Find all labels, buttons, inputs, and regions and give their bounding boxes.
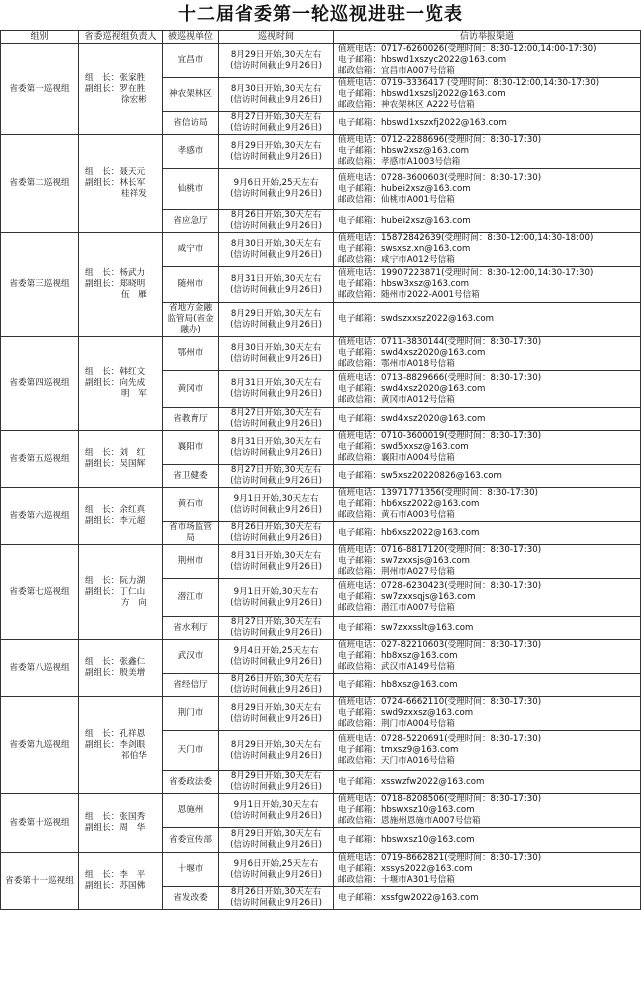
contact-channels: [334, 640, 641, 674]
leader-line: 组 长：张鑫仁: [85, 657, 146, 667]
contact-channels: [334, 135, 641, 169]
time-line: (信访时间截止9月26日): [230, 447, 322, 458]
contact-line: 电子邮箱：hb8xsz@163.com: [338, 679, 458, 690]
group-leaders: [79, 697, 163, 794]
group-name: 省委第八巡视组: [1, 640, 79, 697]
contact-line: 值班电话：15872842639(受理时间：8:30-12:00,14:30-18:00): [338, 233, 594, 243]
table-row: [1, 640, 641, 674]
header-time: 巡视时间: [219, 31, 334, 44]
contact-line: 邮政信箱：鄂州市A018号信箱: [338, 359, 455, 369]
contact-line: 电子邮箱：hubei2xsz@163.com: [338, 215, 471, 226]
unit-name: 省信访局: [163, 112, 219, 135]
contact-channels: [334, 303, 641, 337]
contact-line: 邮政信箱：黄冈市A012号信箱: [338, 394, 455, 405]
table-header-row: [1, 31, 641, 44]
time-line: 8月29日开始,30天左右: [230, 771, 322, 781]
contact-line: 电子邮箱：sw7zxxsqjs@163.com: [338, 592, 476, 602]
unit-name: 荆州市: [163, 545, 219, 579]
table-row: [1, 794, 641, 828]
unit-name: 恩施州: [163, 794, 219, 828]
inspection-time: [219, 731, 334, 771]
group-leaders: [79, 431, 163, 488]
group-name: 省委第七巡视组: [1, 545, 79, 640]
inspection-time: [219, 617, 334, 640]
table-row: [1, 135, 641, 169]
table-row: [1, 44, 641, 78]
header-group: 组别: [1, 31, 79, 44]
inspection-time: [219, 303, 334, 337]
group-leaders: [79, 853, 163, 910]
leader-line: 组 长：孔祥恩: [85, 728, 146, 739]
time-line: 9月6日开始,25天左右: [233, 178, 319, 188]
contact-line: 邮政信箱：黄石市A003号信箱: [338, 510, 455, 520]
contact-channels: [334, 337, 641, 371]
unit-name: 省水利厅: [163, 617, 219, 640]
time-line: 9月1日开始,30天左右: [233, 493, 319, 504]
contact-line: 邮政信箱：恩施州恩施市A007号信箱: [338, 816, 481, 826]
group-leaders: [79, 545, 163, 640]
inspection-time: [219, 640, 334, 674]
header-contact: 信访举报渠道: [334, 31, 641, 44]
group-leaders: [79, 488, 163, 545]
leader-line: 副组长：李剑眼: [85, 739, 146, 750]
contact-channels: [334, 545, 641, 579]
contact-line: 电子邮箱：hb6xsz2022@163.com: [338, 499, 480, 509]
time-line: 9月4日开始,25天左右: [233, 645, 319, 656]
time-line: (信访时间截止9月26日): [230, 656, 322, 667]
time-line: (信访时间截止9月26日): [230, 810, 322, 821]
contact-line: 邮政信箱：宜昌市A007号信箱: [338, 66, 455, 76]
time-line: 8月29日开始,30天左右: [230, 140, 322, 151]
contact-line: 电子邮箱：swd4xsz2020@163.com: [338, 383, 486, 394]
unit-name: 省教育厅: [163, 408, 219, 431]
inspection-time: [219, 465, 334, 488]
leader-line: 副组长：李元超: [85, 516, 146, 526]
time-line: (信访时间截止9月26日): [230, 389, 322, 399]
contact-channels: [334, 431, 641, 465]
contact-line: 电子邮箱：swsxsz.xn@163.com: [338, 244, 471, 254]
contact-channels: [334, 617, 641, 640]
table-row: [1, 431, 641, 465]
unit-name: 随州市: [163, 267, 219, 303]
time-line: 8月29日开始,30天左右: [230, 49, 322, 60]
inspection-table: [0, 30, 641, 910]
time-line: 8月27日开始,30天左右: [230, 112, 322, 122]
leader-line: 副组长：苏国佛: [85, 881, 146, 891]
leader-line: 明 军: [121, 389, 147, 399]
contact-line: 值班电话：027-82210603(受理时间：8:30-17:30): [338, 640, 542, 650]
time-line: 8月29日开始,30天左右: [230, 829, 322, 839]
inspection-time: [219, 771, 334, 794]
time-line: (信访时间截止9月26日): [230, 750, 322, 761]
contact-line: 电子邮箱：hbsw2xsz@163.com: [338, 146, 470, 156]
contact-channels: [334, 78, 641, 112]
group-name: 省委第九巡视组: [1, 697, 79, 794]
contact-line: 邮政信箱：襄阳市A004号信箱: [338, 453, 455, 463]
contact-line: 邮政信箱：武汉市A149号信箱: [338, 662, 455, 672]
group-name: 省委第二巡视组: [1, 135, 79, 233]
contact-line: 电子邮箱：sw5xsz20220826@163.com: [338, 470, 502, 481]
leader-line: 组 长：刘 红: [85, 448, 146, 458]
time-line: (信访时间截止9月26日): [230, 249, 322, 260]
group-name: 省委第十一巡视组: [1, 853, 79, 910]
time-line: 8月29日开始,30天左右: [230, 308, 322, 319]
contact-line: 值班电话：0724-6662110(受理时间：8:30-17:30): [338, 697, 542, 707]
leader-line: 方 向: [121, 597, 147, 608]
time-line: (信访时间截止9月26日): [230, 533, 322, 543]
inspection-time: [219, 488, 334, 522]
group-name: 省委第四巡视组: [1, 337, 79, 431]
time-line: 9月1日开始,30天左右: [233, 586, 319, 597]
time-line: 8月30日开始,30天左右: [230, 238, 322, 249]
time-line: (信访时间截止9月26日): [230, 419, 322, 429]
contact-line: 电子邮箱：hbswd1xszyc2022@163.com: [338, 55, 507, 65]
contact-line: 电子邮箱：sw7zxxsslt@163.com: [338, 622, 474, 633]
inspection-time: [219, 408, 334, 431]
contact-line: 电子邮箱：swd4xsz2020@163.com: [338, 348, 486, 358]
unit-name: 襄阳市: [163, 431, 219, 465]
contact-line: 电子邮箱：swdszxxsz2022@163.com: [338, 314, 495, 324]
contact-line: 值班电话：0719-8662821(受理时间：8:30-17:30): [338, 853, 542, 863]
contact-line: 电子邮箱：hbswd1xszxfj2022@163.com: [338, 117, 507, 128]
unit-name: 黄冈市: [163, 371, 219, 408]
group-leaders: [79, 794, 163, 853]
time-line: 8月27日开始,30天左右: [230, 408, 322, 418]
inspection-time: [219, 169, 334, 210]
contact-line: 邮政信箱：天门市A016号信箱: [338, 756, 455, 766]
contact-line: 邮政信箱：荆门市A004号信箱: [338, 719, 455, 729]
time-line: (信访时间截止9月26日): [230, 353, 322, 364]
time-line: (信访时间截止9月26日): [230, 319, 322, 330]
leader-line: 组 长：杨武力: [85, 268, 146, 278]
leader-line: 副组长：郑晓明: [85, 279, 146, 289]
contact-line: 邮政信箱：神农架林区 A222号信箱: [338, 100, 475, 110]
contact-line: 电子邮箱：tmxsz9@163.com: [338, 745, 459, 755]
contact-line: 值班电话：19907223871(受理时间：8:30-12:00,14:30-17:30): [338, 268, 594, 278]
inspection-time: [219, 579, 334, 617]
contact-line: 值班电话：0718-8208506(受理时间：8:30-17:30): [338, 794, 542, 804]
contact-line: 电子邮箱：hbswxsz10@163.com: [338, 834, 475, 845]
contact-channels: [334, 853, 641, 887]
leader-line: 副组长：向先成: [85, 378, 146, 388]
time-line: (信访时间截止9月26日): [230, 60, 322, 71]
time-line: (信访时间截止9月26日): [230, 476, 322, 486]
inspection-time: [219, 853, 334, 887]
table-row: [1, 697, 641, 731]
leader-line: 组 长：张家胜: [85, 72, 146, 83]
time-line: (信访时间截止9月26日): [230, 628, 322, 638]
time-line: 8月26日开始,30天左右: [230, 674, 322, 684]
contact-line: 邮政信箱：潜江市A007号信箱: [338, 603, 455, 613]
contact-line: 值班电话：0719-3336417 (受理时间：8:30-12:00,14:30-17:30): [338, 78, 600, 88]
unit-name: 省经信厅: [163, 674, 219, 697]
inspection-time: [219, 674, 334, 697]
contact-channels: [334, 233, 641, 267]
contact-line: 邮政信箱：咸宁市A012号信箱: [338, 255, 455, 265]
unit-name: 省市场监管局: [163, 522, 219, 545]
inspection-time: [219, 697, 334, 731]
leader-line: 组 长：余红真: [85, 505, 146, 515]
contact-line: 电子邮箱：hbsw3xsz@163.com: [338, 279, 470, 289]
contact-line: 值班电话：13971771356(受理时间：8:30-17:30): [338, 488, 538, 498]
contact-line: 电子邮箱：swd5xxsz@163.com: [338, 442, 469, 452]
leader-line: 桂祥发: [121, 189, 147, 199]
inspection-time: [219, 210, 334, 233]
inspection-time: [219, 522, 334, 545]
time-line: (信访时间截止9月26日): [230, 151, 322, 162]
time-line: 8月29日开始,30天左右: [230, 702, 322, 713]
time-line: (信访时间截止9月26日): [230, 94, 322, 105]
contact-line: 值班电话：0716-8817120(受理时间：8:30-17:30): [338, 545, 542, 555]
contact-line: 邮政信箱：仙桃市A001号信箱: [338, 194, 455, 205]
group-leaders: [79, 44, 163, 135]
contact-channels: [334, 488, 641, 522]
inspection-time: [219, 828, 334, 853]
table-row: [1, 233, 641, 267]
contact-line: 邮政信箱：十堰市A301号信箱: [338, 875, 455, 885]
time-line: 9月1日开始,30天左右: [233, 799, 319, 810]
time-line: 8月31日开始,30天左右: [230, 550, 322, 561]
inspection-time: [219, 337, 334, 371]
leader-line: 伍 雁: [121, 290, 147, 300]
contact-channels: [334, 169, 641, 210]
unit-name: 省发改委: [163, 887, 219, 910]
unit-name: 十堰市: [163, 853, 219, 887]
unit-name: 省委政法委: [163, 771, 219, 794]
time-line: 8月27日开始,30天左右: [230, 465, 322, 475]
table-row: [1, 337, 641, 371]
inspection-time: [219, 135, 334, 169]
inspection-time: [219, 78, 334, 112]
time-line: (信访时间截止9月26日): [230, 869, 322, 880]
contact-channels: [334, 828, 641, 853]
contact-channels: [334, 210, 641, 233]
contact-line: 邮政信箱：孝感市A1003号信箱: [338, 157, 461, 167]
time-line: 8月30日开始,30天左右: [230, 342, 322, 353]
unit-name: 黄石市: [163, 488, 219, 522]
header-unit: 被巡视单位: [163, 31, 219, 44]
table-row: [1, 853, 641, 887]
leader-line: 组 长：李 平: [85, 870, 146, 880]
contact-channels: [334, 408, 641, 431]
group-leaders: [79, 135, 163, 233]
time-line: 8月31日开始,30天左右: [230, 436, 322, 447]
time-line: 8月30日开始,30天左右: [230, 83, 322, 94]
time-line: (信访时间截止9月26日): [230, 713, 322, 724]
unit-name: 荆门市: [163, 697, 219, 731]
contact-line: 邮政信箱：随州市2022-A001号信箱: [338, 290, 480, 300]
leader-line: 组 长：韩红文: [85, 367, 146, 377]
contact-line: 电子邮箱：xssys2022@163.com: [338, 864, 473, 874]
time-line: (信访时间截止9月26日): [230, 782, 322, 792]
leader-line: 副组长：殷美增: [85, 668, 146, 678]
contact-channels: [334, 579, 641, 617]
contact-channels: [334, 44, 641, 78]
unit-name: 宜昌市: [163, 44, 219, 78]
contact-line: 值班电话：0711-3830144(受理时间：8:30-17:30): [338, 337, 542, 347]
page-title: 十二届省委第一轮巡视进驻一览表: [178, 4, 463, 25]
unit-name: 孝感市: [163, 135, 219, 169]
unit-name: 省应急厅: [163, 210, 219, 233]
contact-channels: [334, 522, 641, 545]
time-line: (信访时间截止9月26日): [230, 597, 322, 608]
inspection-time: [219, 112, 334, 135]
contact-line: 电子邮箱：hb6xsz2022@163.com: [338, 527, 480, 538]
inspection-time: [219, 431, 334, 465]
contact-line: 电子邮箱：xssfgw2022@163.com: [338, 892, 479, 903]
inspection-time: [219, 233, 334, 267]
contact-channels: [334, 674, 641, 697]
group-leaders: [79, 640, 163, 697]
inspection-time: [219, 794, 334, 828]
time-line: 8月29日开始,30天左右: [230, 739, 322, 750]
contact-channels: [334, 731, 641, 771]
unit-name: 鄂州市: [163, 337, 219, 371]
table-row: [1, 488, 641, 522]
contact-line: 值班电话：0728-3600603(受理时间：8:30-17:30): [338, 172, 542, 183]
contact-line: 电子邮箱：swd9zxxsz@163.com: [338, 708, 474, 718]
table-body: [1, 44, 641, 910]
contact-line: 电子邮箱：hubei2xsz@163.com: [338, 183, 471, 194]
leader-line: 副组长：周 华: [85, 823, 146, 833]
time-line: 9月6日开始,25天左右: [233, 858, 319, 869]
group-name: 省委第六巡视组: [1, 488, 79, 545]
contact-channels: [334, 771, 641, 794]
inspection-time: [219, 545, 334, 579]
inspection-time: [219, 44, 334, 78]
time-line: 8月31日开始,30天左右: [230, 273, 322, 284]
contact-line: 邮政信箱：荆州市A027号信箱: [338, 567, 455, 577]
leader-line: 副组长：林长军: [85, 178, 146, 188]
unit-name: 省委宣传部: [163, 828, 219, 853]
group-name: 省委第五巡视组: [1, 431, 79, 488]
contact-line: 值班电话：0728-5220691(受理时间：8:30-17:30): [338, 734, 542, 744]
group-name: 省委第三巡视组: [1, 233, 79, 337]
contact-channels: [334, 112, 641, 135]
unit-name: 天门市: [163, 731, 219, 771]
unit-name: 省地方金融监管局(省金融办): [163, 303, 219, 337]
unit-name: 省卫健委: [163, 465, 219, 488]
contact-line: 值班电话：0710-3600019(受理时间：8:30-17:30): [338, 431, 542, 441]
contact-channels: [334, 371, 641, 408]
time-line: (信访时间截止9月26日): [230, 189, 322, 199]
contact-line: 值班电话：0728-6230423(受理时间：8:30-17:30): [338, 581, 542, 591]
contact-channels: [334, 465, 641, 488]
leader-line: 祁伯华: [121, 750, 147, 761]
contact-channels: [334, 887, 641, 910]
leader-line: 徐宏彬: [121, 94, 147, 105]
unit-name: 潜江市: [163, 579, 219, 617]
contact-line: 电子邮箱：hbswd1xszslj2022@163.com: [338, 89, 506, 99]
time-line: 8月26日开始,30天左右: [230, 210, 322, 220]
contact-line: 值班电话：0713-8829666(受理时间：8:30-17:30): [338, 372, 542, 383]
leader-line: 副组长：丁仁山: [85, 586, 146, 597]
time-line: (信访时间截止9月26日): [230, 840, 322, 850]
contact-line: 值班电话：0717-6260026(受理时间：8:30-12:00,14:00-17:30): [338, 44, 597, 54]
unit-name: 咸宁市: [163, 233, 219, 267]
leader-line: 组 长：阮力湖: [85, 575, 146, 586]
group-name: 省委第十巡视组: [1, 794, 79, 853]
group-leaders: [79, 337, 163, 431]
time-line: (信访时间截止9月26日): [230, 221, 322, 231]
leader-line: 副组长：吴国辉: [85, 459, 146, 469]
contact-line: 值班电话：0712-2288696(受理时间：8:30-17:30): [338, 135, 542, 145]
time-line: (信访时间截止9月26日): [230, 561, 322, 572]
contact-line: 电子邮箱：sw7zxxsjs@163.com: [338, 556, 471, 566]
time-line: (信访时间截止9月26日): [230, 123, 322, 133]
group-name: 省委第一巡视组: [1, 44, 79, 135]
time-line: 8月27日开始,30天左右: [230, 617, 322, 627]
group-leaders: [79, 233, 163, 337]
unit-name: 神农架林区: [163, 78, 219, 112]
leader-line: 组 长：聂天元: [85, 167, 146, 177]
leader-line: 组 长：张国秀: [85, 812, 146, 822]
contact-line: 电子邮箱：hb8xsz@163.com: [338, 651, 458, 661]
contact-channels: [334, 267, 641, 303]
inspection-time: [219, 267, 334, 303]
leader-line: 副组长：罗在胜: [85, 83, 146, 94]
unit-name: 武汉市: [163, 640, 219, 674]
time-line: 8月31日开始,30天左右: [230, 378, 322, 388]
contact-channels: [334, 697, 641, 731]
time-line: 8月26日开始,30天左右: [230, 522, 322, 532]
unit-name: 仙桃市: [163, 169, 219, 210]
time-line: (信访时间截止9月26日): [230, 898, 322, 908]
inspection-time: [219, 371, 334, 408]
table-row: [1, 545, 641, 579]
time-line: (信访时间截止9月26日): [230, 504, 322, 515]
contact-line: 电子邮箱：swd4xsz2020@163.com: [338, 413, 486, 424]
contact-channels: [334, 794, 641, 828]
time-line: 8月26日开始,30天左右: [230, 887, 322, 897]
header-leader: 省委巡视组负责人: [79, 31, 163, 44]
contact-line: 电子邮箱：hbswxsz10@163.com: [338, 805, 475, 815]
inspection-time: [219, 887, 334, 910]
contact-line: 电子邮箱：xsswzfw2022@163.com: [338, 776, 485, 787]
time-line: (信访时间截止9月26日): [230, 284, 322, 295]
time-line: (信访时间截止9月26日): [230, 685, 322, 695]
